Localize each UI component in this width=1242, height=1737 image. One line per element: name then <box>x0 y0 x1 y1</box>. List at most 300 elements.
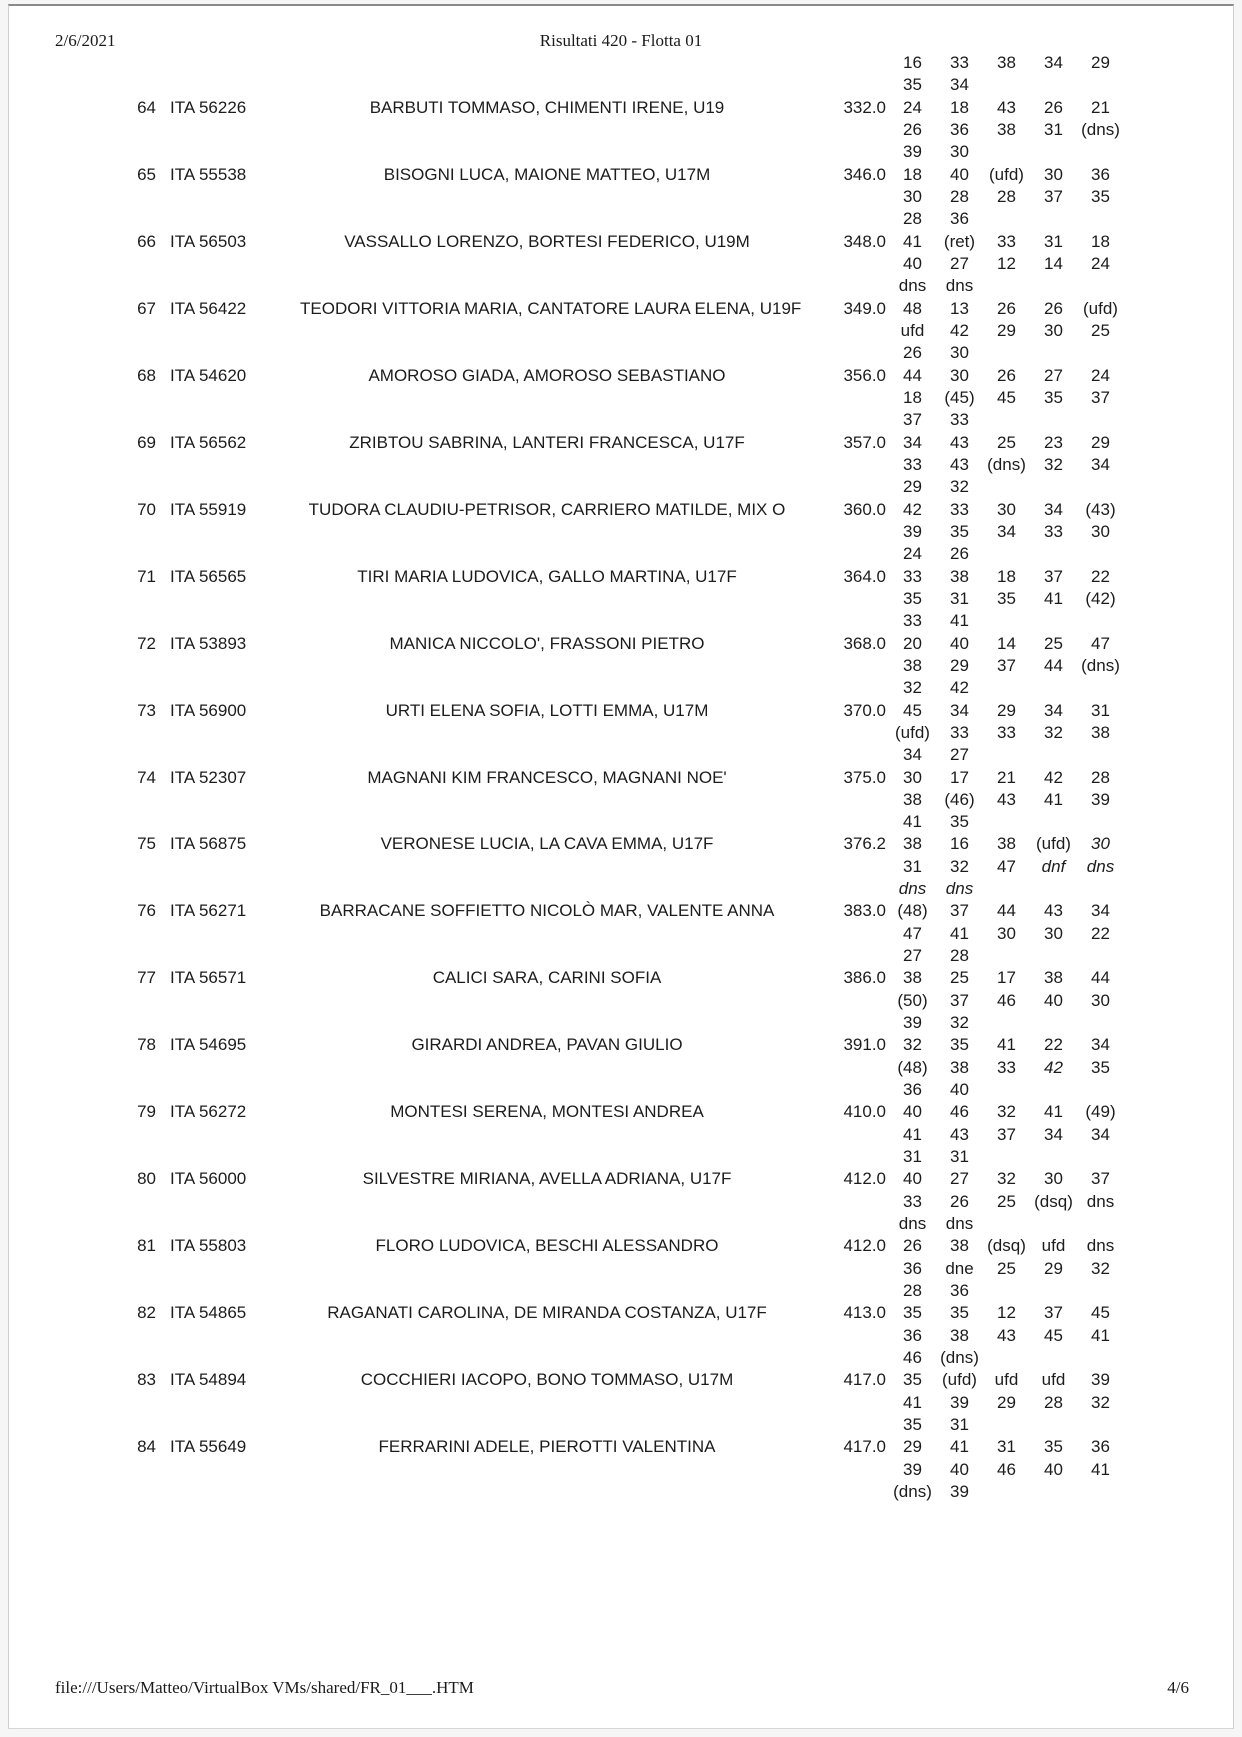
score-row <box>9 1057 1233 1079</box>
crew-names-cell <box>300 141 794 163</box>
crew-names-cell: ZRIBTOU SABRINA, LANTERI FRANCESCA, U17F <box>349 432 745 452</box>
column-spacer <box>156 1436 170 1458</box>
crew-names-cell <box>300 1146 794 1168</box>
race-score-cell: 30 <box>1044 923 1063 943</box>
crew-names-cell <box>300 789 794 811</box>
race-score-cell: 18 <box>950 97 969 117</box>
rank-cell <box>9 1213 156 1235</box>
race-score-cell <box>1030 677 1077 699</box>
race-score-cell: 46 <box>903 1348 922 1368</box>
race-score-cell: 37 <box>997 655 1016 675</box>
crew-names-cell: TEODORI VITTORIA MARIA, CANTATORE LAURA ELENA, U19F <box>300 298 802 318</box>
rank-cell <box>9 1325 156 1347</box>
score-row <box>9 811 1233 833</box>
race-score-cell <box>983 476 1030 498</box>
race-score-cell: 25 <box>997 432 1016 452</box>
column-spacer <box>156 566 170 588</box>
sail-number-cell <box>170 186 300 208</box>
column-spacer <box>156 923 170 945</box>
rank-cell <box>9 409 156 431</box>
total-points-cell: 360.0 <box>843 499 886 519</box>
result-row <box>9 164 1233 186</box>
race-score-cell: 27 <box>950 253 969 273</box>
score-row <box>9 208 1233 230</box>
score-row <box>9 1347 1233 1369</box>
race-score-cell: 30 <box>1091 521 1110 541</box>
race-score-cell: 38 <box>903 655 922 675</box>
sail-number-cell <box>170 677 300 699</box>
rank-cell <box>9 1124 156 1146</box>
race-score-cell: 38 <box>950 1057 969 1077</box>
column-spacer <box>156 856 170 878</box>
score-row <box>9 945 1233 967</box>
column-spacer <box>156 365 170 387</box>
race-score-cell: 34 <box>1044 53 1063 72</box>
total-points-cell <box>794 990 886 1012</box>
crew-names-cell <box>300 476 794 498</box>
rank-cell: 78 <box>137 1035 156 1055</box>
sail-number-cell <box>170 1057 300 1079</box>
column-spacer <box>156 1191 170 1213</box>
race-score-cell: 33 <box>997 1057 1016 1077</box>
rank-cell: 83 <box>137 1370 156 1390</box>
column-spacer <box>156 186 170 208</box>
column-spacer <box>156 1280 170 1302</box>
score-row <box>9 186 1233 208</box>
race-score-cell: 12 <box>997 1303 1016 1323</box>
rank-cell <box>9 878 156 900</box>
score-row <box>9 1124 1233 1146</box>
sail-number-cell <box>170 543 300 565</box>
sail-number-cell <box>170 1459 300 1481</box>
sail-number-cell <box>170 74 300 96</box>
column-spacer <box>156 141 170 163</box>
column-spacer <box>156 1079 170 1101</box>
race-score-cell: (ufd) <box>1036 834 1071 854</box>
race-score-cell <box>983 74 1030 96</box>
rank-cell: 81 <box>137 1236 156 1256</box>
race-score-cell: 26 <box>903 119 922 139</box>
race-score-cell: 31 <box>1044 231 1063 251</box>
sail-number-cell <box>170 208 300 230</box>
column-spacer <box>156 164 170 186</box>
race-score-cell: (50) <box>897 990 928 1010</box>
race-score-cell: 43 <box>997 97 1016 117</box>
race-score-cell: 31 <box>997 1437 1016 1457</box>
crew-names-cell <box>300 610 794 632</box>
race-score-cell: 37 <box>950 901 969 921</box>
race-score-cell: 39 <box>1091 789 1110 809</box>
race-score-cell: (ufd) <box>942 1370 977 1390</box>
score-row <box>9 923 1233 945</box>
total-points-cell <box>794 610 886 632</box>
race-score-cell <box>1077 1280 1124 1302</box>
race-score-cell: 31 <box>1044 119 1063 139</box>
race-score-cell: 33 <box>950 722 969 742</box>
race-score-cell: 30 <box>903 186 922 206</box>
column-spacer <box>156 409 170 431</box>
score-row <box>9 1191 1233 1213</box>
race-score-cell: 36 <box>903 1325 922 1345</box>
score-row <box>9 119 1233 141</box>
race-score-cell <box>1030 275 1077 297</box>
race-score-cell: 37 <box>1091 1169 1110 1189</box>
race-score-cell: 40 <box>950 164 969 184</box>
column-spacer <box>156 700 170 722</box>
race-score-cell: (42) <box>1085 588 1116 608</box>
race-score-cell: 30 <box>1044 164 1063 184</box>
rank-cell: 69 <box>137 432 156 452</box>
total-points-cell <box>794 521 886 543</box>
race-score-cell: 38 <box>950 1325 969 1345</box>
result-row <box>9 967 1233 989</box>
total-points-cell: 357.0 <box>843 432 886 452</box>
result-row <box>9 833 1233 855</box>
score-row <box>9 677 1233 699</box>
race-score-cell: 42 <box>950 320 969 340</box>
sail-number-cell: ITA 55649 <box>170 1437 247 1457</box>
rank-cell: 79 <box>137 1102 156 1122</box>
score-row <box>9 1392 1233 1414</box>
crew-names-cell <box>300 990 794 1012</box>
race-score-cell: 30 <box>1044 320 1063 340</box>
race-score-cell: 22 <box>1091 923 1110 943</box>
column-spacer <box>156 521 170 543</box>
column-spacer <box>156 1213 170 1235</box>
crew-names-cell: VASSALLO LORENZO, BORTESI FEDERICO, U19M <box>344 231 750 251</box>
sail-number-cell <box>170 789 300 811</box>
race-score-cell: (48) <box>897 1057 928 1077</box>
race-score-cell: 30 <box>997 499 1016 519</box>
total-points-cell <box>794 1481 886 1503</box>
race-score-cell: 22 <box>1044 1035 1063 1055</box>
race-score-cell: 28 <box>903 1281 922 1301</box>
race-score-cell: 29 <box>997 1392 1016 1412</box>
score-row <box>9 1012 1233 1034</box>
rank-cell <box>9 543 156 565</box>
crew-names-cell <box>300 543 794 565</box>
race-score-cell: 32 <box>1044 454 1063 474</box>
score-row <box>9 655 1233 677</box>
crew-names-cell <box>300 521 794 543</box>
race-score-cell: dns <box>1086 1191 1115 1211</box>
race-score-cell: 38 <box>1044 968 1063 988</box>
race-score-cell: 24 <box>903 544 922 564</box>
race-score-cell: 37 <box>903 410 922 430</box>
rank-cell: 68 <box>137 365 156 385</box>
rank-cell <box>9 1280 156 1302</box>
crew-names-cell <box>300 253 794 275</box>
rank-cell <box>9 454 156 476</box>
crew-names-cell <box>300 1213 794 1235</box>
crew-names-cell <box>300 1079 794 1101</box>
result-row <box>9 499 1233 521</box>
rank-cell: 74 <box>137 767 156 787</box>
sail-number-cell: ITA 56422 <box>170 298 247 318</box>
race-score-cell: 39 <box>903 521 922 541</box>
race-score-cell: 29 <box>903 477 922 497</box>
race-score-cell: 39 <box>903 1459 922 1479</box>
race-score-cell: 34 <box>1091 1035 1110 1055</box>
total-points-cell <box>794 789 886 811</box>
sail-number-cell <box>170 409 300 431</box>
race-score-cell: (45) <box>944 387 975 407</box>
total-points-cell <box>794 1280 886 1302</box>
crew-names-cell <box>300 387 794 409</box>
total-points-cell <box>794 1347 886 1369</box>
race-score-cell <box>983 1414 1030 1436</box>
rank-cell: 75 <box>137 834 156 854</box>
race-score-cell: 38 <box>997 834 1016 854</box>
race-score-cell <box>1030 878 1077 900</box>
result-row <box>9 1235 1233 1257</box>
crew-names-cell <box>300 1459 794 1481</box>
race-score-cell: 34 <box>1044 700 1063 720</box>
race-score-cell <box>1030 1414 1077 1436</box>
race-score-cell: 36 <box>903 1080 922 1100</box>
column-spacer <box>156 878 170 900</box>
total-points-cell <box>794 677 886 699</box>
race-score-cell: 46 <box>997 990 1016 1010</box>
total-points-cell <box>794 1392 886 1414</box>
race-score-cell: 34 <box>1091 454 1110 474</box>
column-spacer <box>156 432 170 454</box>
total-points-cell <box>794 1213 886 1235</box>
race-score-cell: 32 <box>1091 1392 1110 1412</box>
sail-number-cell: ITA 54865 <box>170 1303 247 1323</box>
race-score-cell: (43) <box>1085 499 1116 519</box>
race-score-cell: dnf <box>1041 856 1066 876</box>
rank-cell <box>9 1258 156 1280</box>
result-row <box>9 767 1233 789</box>
race-score-cell: 22 <box>1091 566 1110 586</box>
rank-cell <box>9 588 156 610</box>
race-score-cell: 18 <box>1091 231 1110 251</box>
crew-names-cell <box>300 1124 794 1146</box>
race-score-cell: 35 <box>950 521 969 541</box>
race-score-cell: 32 <box>950 856 969 876</box>
column-spacer <box>156 1101 170 1123</box>
crew-names-cell <box>300 588 794 610</box>
race-score-cell: 46 <box>997 1459 1016 1479</box>
race-score-cell: 21 <box>1091 97 1110 117</box>
column-spacer <box>156 231 170 253</box>
column-spacer <box>156 1168 170 1190</box>
race-score-cell: 36 <box>950 119 969 139</box>
race-score-cell: 35 <box>1044 1437 1063 1457</box>
race-score-cell: 30 <box>1091 834 1110 854</box>
rank-cell <box>9 253 156 275</box>
column-spacer <box>156 967 170 989</box>
race-score-cell <box>1030 74 1077 96</box>
sail-number-cell: ITA 56571 <box>170 968 247 988</box>
page-header <box>9 30 1233 52</box>
column-spacer <box>156 298 170 320</box>
rank-cell: 70 <box>137 499 156 519</box>
column-spacer <box>156 1481 170 1503</box>
race-score-cell: 36 <box>1091 1437 1110 1457</box>
result-row <box>9 900 1233 922</box>
rank-cell <box>9 1347 156 1369</box>
race-score-cell: 44 <box>1091 968 1110 988</box>
total-points-cell <box>794 1079 886 1101</box>
race-score-cell: 24 <box>1091 253 1110 273</box>
total-points-cell: 332.0 <box>843 97 886 117</box>
sail-number-cell <box>170 1392 300 1414</box>
race-score-cell <box>1077 1213 1124 1235</box>
race-score-cell <box>983 1347 1030 1369</box>
race-score-cell: 41 <box>1044 588 1063 608</box>
sail-number-cell <box>170 476 300 498</box>
race-score-cell <box>983 342 1030 364</box>
race-score-cell: 45 <box>903 700 922 720</box>
race-score-cell <box>983 1079 1030 1101</box>
race-score-cell <box>983 744 1030 766</box>
race-score-cell: ufd <box>1041 1370 1066 1390</box>
score-row <box>9 744 1233 766</box>
race-score-cell: (ufd) <box>895 722 930 742</box>
race-score-cell: (dns) <box>940 1348 979 1368</box>
rank-cell: 72 <box>137 633 156 653</box>
crew-names-cell: GIRARDI ANDREA, PAVAN GIULIO <box>411 1035 683 1055</box>
race-score-cell: 26 <box>997 365 1016 385</box>
race-score-cell: 31 <box>950 1147 969 1167</box>
sail-number-cell: ITA 56272 <box>170 1102 247 1122</box>
race-score-cell: 40 <box>950 1080 969 1100</box>
sail-number-cell <box>170 1124 300 1146</box>
total-points-cell <box>794 1414 886 1436</box>
race-score-cell: 40 <box>1044 990 1063 1010</box>
rank-cell: 73 <box>137 700 156 720</box>
column-spacer <box>156 320 170 342</box>
total-points-cell <box>794 320 886 342</box>
race-score-cell: 20 <box>903 633 922 653</box>
race-score-cell: 38 <box>950 1236 969 1256</box>
race-score-cell: 38 <box>997 53 1016 72</box>
crew-names-cell: BARBUTI TOMMASO, CHIMENTI IRENE, U19 <box>369 97 725 117</box>
race-score-cell <box>983 811 1030 833</box>
race-score-cell: 47 <box>997 856 1016 876</box>
sail-number-cell <box>170 1213 300 1235</box>
race-score-cell: 40 <box>903 1169 922 1189</box>
crew-names-cell <box>300 744 794 766</box>
race-score-cell: 29 <box>903 1437 922 1457</box>
rank-cell <box>9 119 156 141</box>
race-score-cell: dns <box>898 276 927 296</box>
total-points-cell: 349.0 <box>843 298 886 318</box>
race-score-cell: 32 <box>950 477 969 497</box>
column-spacer <box>156 633 170 655</box>
rank-cell <box>9 1012 156 1034</box>
results-table <box>9 52 1233 1503</box>
crew-names-cell <box>300 655 794 677</box>
race-score-cell: dns <box>1086 856 1115 876</box>
race-score-cell: dns <box>898 879 927 899</box>
column-spacer <box>156 1302 170 1324</box>
column-spacer <box>156 342 170 364</box>
score-row <box>9 1213 1233 1235</box>
sail-number-cell <box>170 521 300 543</box>
column-spacer <box>156 1347 170 1369</box>
race-score-cell <box>1077 878 1124 900</box>
score-row <box>9 856 1233 878</box>
race-score-cell: 44 <box>997 901 1016 921</box>
sail-number-cell <box>170 1079 300 1101</box>
column-spacer <box>156 499 170 521</box>
column-spacer <box>156 275 170 297</box>
score-row <box>9 1079 1233 1101</box>
rank-cell <box>9 141 156 163</box>
sail-number-cell <box>170 342 300 364</box>
rank-cell <box>9 208 156 230</box>
score-row <box>9 476 1233 498</box>
race-score-cell <box>1030 141 1077 163</box>
crew-names-cell: MONTESI SERENA, MONTESI ANDREA <box>390 1102 704 1122</box>
crew-names-cell <box>300 1258 794 1280</box>
crew-names-cell <box>300 722 794 744</box>
rank-cell <box>9 856 156 878</box>
crew-names-cell: COCCHIERI IACOPO, BONO TOMMASO, U17M <box>360 1370 734 1390</box>
race-score-cell: 32 <box>1091 1258 1110 1278</box>
column-spacer <box>156 387 170 409</box>
race-score-cell <box>1077 1079 1124 1101</box>
race-score-cell: 29 <box>1091 53 1110 72</box>
race-score-cell: 40 <box>903 1102 922 1122</box>
race-score-cell: 31 <box>950 1415 969 1435</box>
race-score-cell: 45 <box>1091 1303 1110 1323</box>
race-score-cell: 38 <box>903 834 922 854</box>
race-score-cell <box>983 141 1030 163</box>
total-points-cell <box>794 811 886 833</box>
race-score-cell: 37 <box>1044 186 1063 206</box>
race-score-cell: 14 <box>1044 253 1063 273</box>
race-score-cell: 38 <box>950 566 969 586</box>
race-score-cell: 33 <box>903 611 922 631</box>
race-score-cell: 37 <box>997 1124 1016 1144</box>
race-score-cell: 38 <box>997 119 1016 139</box>
race-score-cell <box>1030 1347 1077 1369</box>
race-score-cell: 41 <box>1091 1459 1110 1479</box>
race-score-cell: 16 <box>950 834 969 854</box>
result-row <box>9 1101 1233 1123</box>
race-score-cell: 28 <box>997 186 1016 206</box>
sail-number-cell: ITA 56503 <box>170 231 247 251</box>
race-score-cell <box>1030 476 1077 498</box>
race-score-cell: 34 <box>997 521 1016 541</box>
score-row <box>9 521 1233 543</box>
rank-cell: 64 <box>137 97 156 117</box>
race-score-cell: 33 <box>950 499 969 519</box>
page-title: Risultati 420 - Flotta 01 <box>539 31 703 50</box>
race-score-cell: 32 <box>997 1169 1016 1189</box>
sail-number-cell <box>170 141 300 163</box>
sail-number-cell <box>170 119 300 141</box>
race-score-cell: 32 <box>1044 722 1063 742</box>
race-score-cell <box>983 677 1030 699</box>
sail-number-cell <box>170 1325 300 1347</box>
score-row <box>9 275 1233 297</box>
crew-names-cell <box>300 52 794 74</box>
race-score-cell: 16 <box>903 53 922 72</box>
race-score-cell <box>1030 409 1077 431</box>
total-points-cell <box>794 409 886 431</box>
race-score-cell: (dns) <box>987 454 1026 474</box>
race-score-cell: 25 <box>997 1258 1016 1278</box>
race-score-cell: 31 <box>950 588 969 608</box>
race-score-cell <box>1077 945 1124 967</box>
rank-cell <box>9 1057 156 1079</box>
crew-names-cell <box>300 945 794 967</box>
